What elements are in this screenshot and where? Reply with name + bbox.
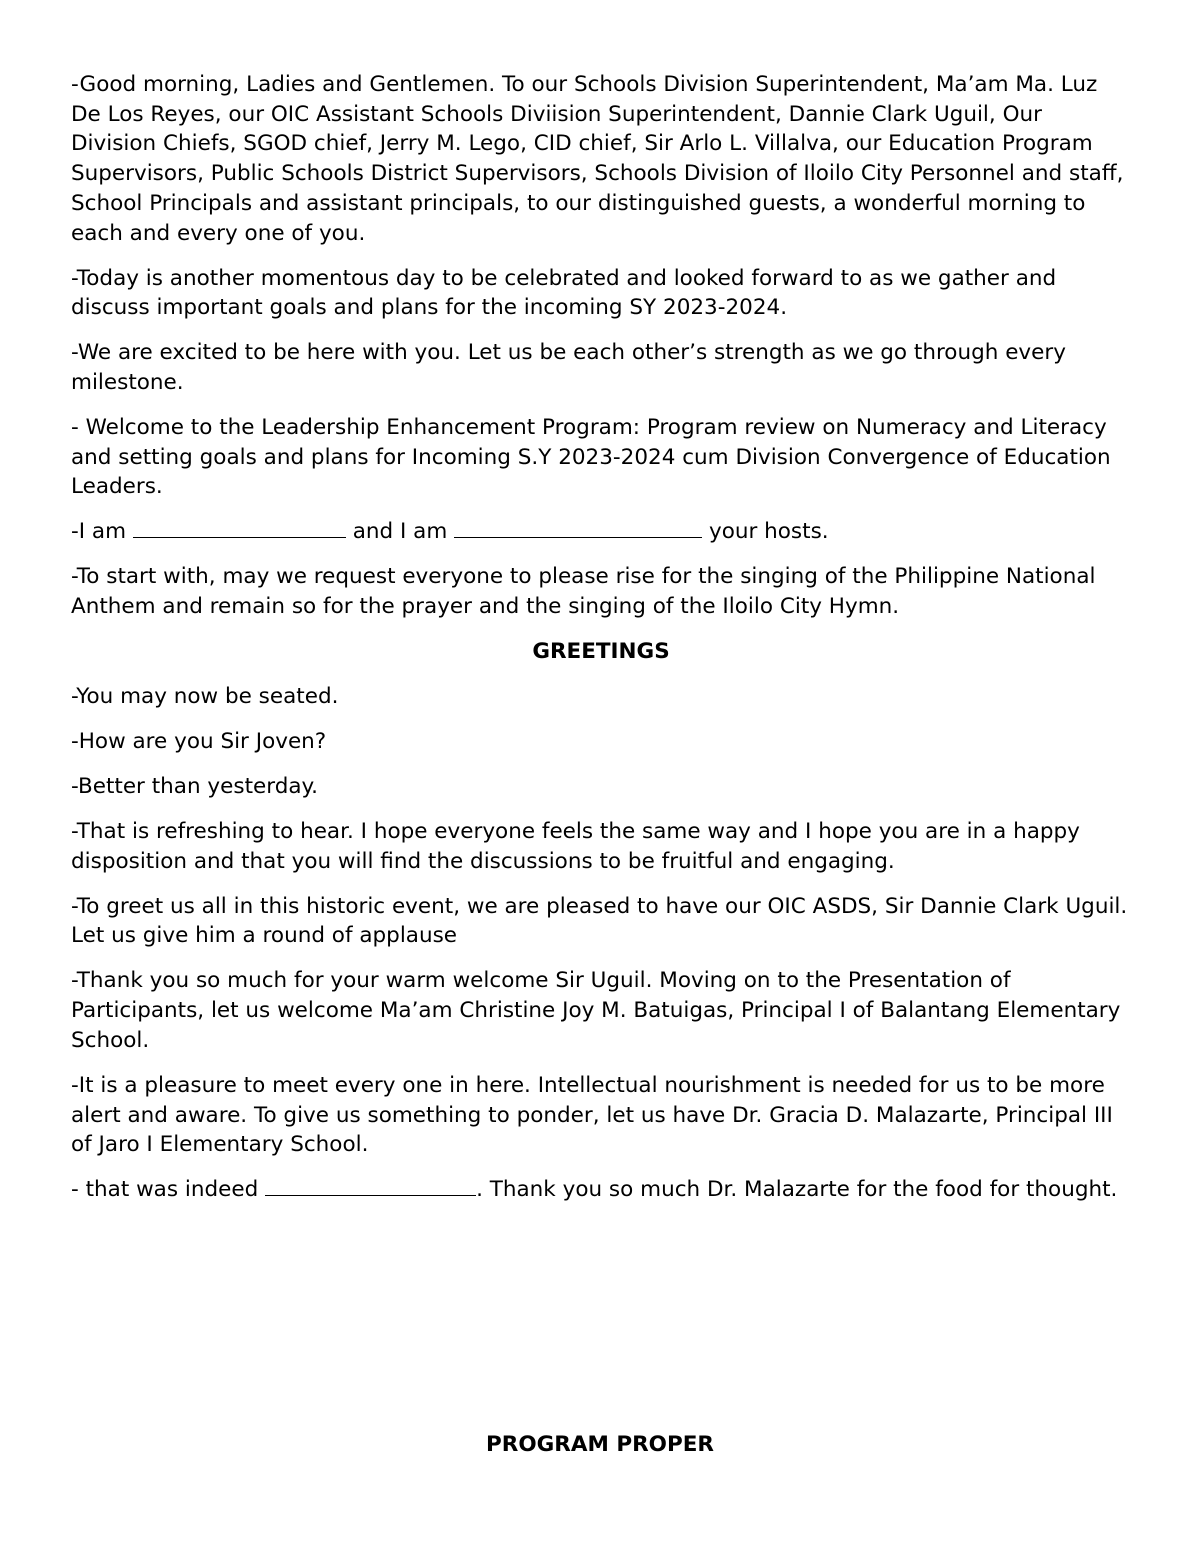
hosts-text-2: and I am (345, 519, 455, 545)
anthem-paragraph: -To start with, may we request everyone to please rise for the singing of the Philippine National Anthem and remain so for the prayer and the singing of the Iloilo City Hymn. (71, 564, 1096, 620)
intellectual-paragraph: -It is a pleasure to meet every one in here. Intellectual nourishment is needed for us to be more alert and aware. To give us something to ponder, let us have Dr. Gracia D. Malazarte, Principal III of Jaro I Elementary School. (71, 1072, 1113, 1158)
program-proper-heading: PROGRAM PROPER (486, 1432, 714, 1457)
food-for-thought-blank (265, 1175, 476, 1196)
opening-salutation: -Good morning, Ladies and Gentlemen. To our Schools Division Superintendent, Ma’am Ma. Luz De Los Reyes, our OIC Assistant Schools Diviision Superintendent, Dannie Clark Uguil, Our Division Chiefs, SGOD chief, Jerry M. Lego, CID chief, Sir Arlo L. Villalva, our Education Program Supervisors, Public Schools District Supervisors, Schools Division of Iloilo City Personnel and staff, School Principals and assistant principals, to our distinguished guests, a wonderful morning to each and every one of you. (71, 72, 1124, 246)
presentation-paragraph: -Thank you so much for your warm welcome Sir Uguil. Moving on to the Presentation of Participants, let us welcome Ma’am Christine Joy M. Batuigas, Principal I of Balantang Elementary School. (71, 968, 1121, 1053)
host-name-blank-1 (133, 517, 346, 538)
document-body (71, 70, 1131, 1220)
seated-paragraph: -You may now be seated. (71, 684, 339, 710)
greet-asds-paragraph: -To greet us all in this historic event, we are pleased to have our OIC ASDS, Sir Dannie Clark Uguil. Let us give him a round of applause (71, 893, 1128, 949)
better-paragraph: -Better than yesterday. (71, 774, 319, 800)
greetings-heading: GREETINGS (532, 639, 670, 665)
food-text-2: . Thank you so much Dr. Malazarte for the food for thought. (476, 1177, 1118, 1203)
food-text-1: - that was indeed (71, 1177, 266, 1203)
hosts-paragraph (71, 517, 1131, 547)
food-for-thought-paragraph (71, 1175, 1131, 1205)
refreshing-paragraph: -That is refreshing to hear. I hope everyone feels the same way and I hope you are in a happy disposition and that you will find the discussions to be fruitful and engaging. (71, 819, 1080, 874)
how-are-you-paragraph: -How are you Sir Joven? (71, 729, 327, 755)
momentous-day-paragraph: -Today is another momentous day to be celebrated and looked forward to as we gather and discuss important goals and plans for the incoming SY 2023-2024. (71, 265, 1057, 321)
hosts-text-3: your hosts. (702, 519, 829, 545)
hosts-text-1: -I am (71, 519, 133, 545)
excited-paragraph: -We are excited to be here with you. Let us be each other’s strength as we go through every milestone. (71, 340, 1066, 395)
welcome-paragraph: - Welcome to the Leadership Enhancement Program: Program review on Numeracy and Literacy and setting goals and plans for Incoming S.Y 2023-2024 cum Division Convergence of Education Leaders. (71, 414, 1111, 500)
host-name-blank-2 (454, 517, 702, 538)
